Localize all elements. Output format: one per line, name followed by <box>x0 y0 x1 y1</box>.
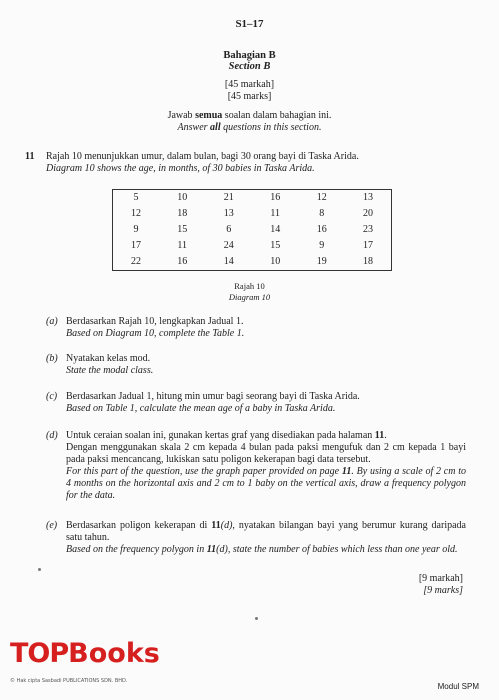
part-c-text <box>66 391 466 415</box>
table-cell: 23 <box>363 224 373 235</box>
instruction-bm-bold: semua <box>195 110 223 121</box>
page-code: S1–17 <box>235 18 264 30</box>
table-cell: 10 <box>270 256 281 267</box>
table-cell: 19 <box>316 256 327 267</box>
part-d-bm1 <box>66 430 466 442</box>
section-marks-en-text: [45 marks] <box>227 91 272 102</box>
part-e-bm <box>66 520 466 544</box>
question-number: 11 <box>25 151 35 162</box>
table-cell: 15 <box>270 240 281 251</box>
part-e-bm-mid: (d) <box>220 520 233 531</box>
instruction-bm <box>0 110 499 121</box>
part-a-label: (a) <box>46 316 58 327</box>
table-cell: 14 <box>270 224 281 235</box>
section-title-en: Section B <box>228 61 271 72</box>
instruction-en-bold: all <box>210 122 221 133</box>
logo-books-text: Books <box>68 638 160 669</box>
table-cell: 9 <box>319 240 325 251</box>
table-cell: 14 <box>223 256 234 267</box>
instruction-bm-post: soalan dalam bahagian ini. <box>222 110 332 121</box>
part-b-text <box>66 353 466 377</box>
table-cell: 8 <box>319 208 325 219</box>
diagram-caption-bm: Rajah 10 <box>234 281 265 291</box>
table-cell: 10 <box>177 192 188 203</box>
table-row <box>113 222 392 238</box>
part-c-en: Based on Table 1, calculate the mean age of a baby in Taska Arida. <box>66 403 336 414</box>
part-d-en <box>66 466 466 502</box>
part-b-bm: Nyatakan kelas mod. <box>66 353 151 364</box>
table-cell: 15 <box>177 224 188 235</box>
table-cell: 13 <box>363 192 373 203</box>
question-intro-bm: Rajah 10 menunjukkan umur, dalam bulan, bagi 30 orang bayi di Taska Arida. <box>46 151 359 162</box>
part-d-bm1-pre: Untuk ceraian soalan ini, gunakan kertas graf yang disediakan pada halaman <box>66 430 375 441</box>
part-d-bm1-post: . <box>384 430 387 441</box>
table-cell: 18 <box>177 208 188 219</box>
table-cell: 24 <box>223 240 234 251</box>
part-e-en-pre: Based on the frequency polygon in <box>66 544 207 555</box>
table-cell: 17 <box>363 240 373 251</box>
part-d-text <box>66 430 466 502</box>
question-intro-en: Diagram 10 shows the age, in months, of 30 babies in Taska Arida. <box>46 163 315 174</box>
part-c-label: (c) <box>46 391 58 402</box>
topbooks-logo <box>10 638 170 672</box>
table-row <box>113 190 392 207</box>
copyright-line: © Hak cipta Sasbadi PUBLICATIONS SDN. BHD. <box>10 678 128 684</box>
part-e-en-mid: (d) <box>216 544 228 555</box>
part-d-en-bold: 11 <box>341 466 352 477</box>
table-row <box>113 238 392 254</box>
table-cell: 17 <box>131 240 141 251</box>
part-d-en-post: . By using a scale of 2 cm to 4 months on the horizontal axis and 2 cm to 1 baby on the vertical axis, draw a frequency polygon for the data. <box>66 466 467 501</box>
scan-speck <box>38 568 41 571</box>
part-e-en <box>66 544 466 556</box>
part-e-label: (e) <box>46 520 58 531</box>
instruction-en <box>0 122 499 133</box>
table-cell: 12 <box>316 192 327 203</box>
table-row <box>113 254 392 271</box>
part-a-bm: Berdasarkan Rajah 10, lengkapkan Jadual 1. <box>66 316 244 327</box>
part-e-bm-bold: 11 <box>211 520 221 531</box>
instruction-en-post: questions in this section. <box>220 122 322 133</box>
table-cell: 6 <box>226 224 232 235</box>
table-cell: 16 <box>177 256 188 267</box>
section-marks-en <box>0 91 499 102</box>
table-cell: 5 <box>133 192 139 203</box>
part-b-en: State the modal class. <box>66 365 154 376</box>
table-cell: 11 <box>270 208 281 219</box>
table-cell: 9 <box>133 224 139 235</box>
table-cell: 20 <box>363 208 373 219</box>
table-row <box>113 206 392 222</box>
part-a-text <box>66 316 466 340</box>
scan-speck <box>255 617 258 620</box>
part-e-en-bold: 11 <box>206 544 217 555</box>
table-cell: 13 <box>223 208 234 219</box>
logo-top-text: TOP <box>10 638 69 669</box>
part-d-label: (d) <box>46 430 58 441</box>
part-e-text <box>66 520 466 556</box>
part-d-bm1-bold: 11 <box>374 430 385 441</box>
part-e-en-post: , state the number of babies which less than one year old. <box>227 544 458 555</box>
total-marks-en: [9 marks] <box>423 585 463 596</box>
table-cell: 21 <box>223 192 234 203</box>
part-a-en: Based on Diagram 10, complete the Table 1. <box>66 328 245 339</box>
part-c-bm: Berdasarkan Jadual 1, hitung min umur bagi seorang bayi di Taska Arida. <box>66 391 360 402</box>
part-e-bm-post: , nyatakan bilangan bayi yang berumur kurang daripada satu tahun. <box>66 520 466 543</box>
diagram-caption-en: Diagram 10 <box>228 292 271 302</box>
section-marks-bm-text: [45 markah] <box>224 79 275 90</box>
table-cell: 22 <box>131 256 141 267</box>
table-cell: 16 <box>316 224 327 235</box>
section-marks-bm <box>0 79 499 90</box>
footer-label: Modul SPM <box>437 682 479 691</box>
part-b-label: (b) <box>46 353 58 364</box>
part-d-bm2: Dengan menggunakan skala 2 cm kepada 4 bulan pada paksi mengufuk dan 2 cm kepada 1 bayi pada paksi mencancang, lukiskan satu poligon kekerapan bagi data tersebut. <box>66 442 466 465</box>
age-data-table <box>112 189 392 271</box>
total-marks-bm: [9 markah] <box>418 573 463 584</box>
table-cell: 12 <box>131 208 141 219</box>
instruction-en-pre: Answer <box>177 122 211 133</box>
part-d-en-pre: For this part of the question, use the graph paper provided on page <box>66 466 342 477</box>
table-cell: 11 <box>177 240 188 251</box>
table-cell: 18 <box>363 256 373 267</box>
part-e-bm-pre: Berdasarkan poligon kekerapan di <box>66 520 212 531</box>
section-title-bm: Bahagian B <box>223 50 276 61</box>
instruction-bm-pre: Jawab <box>167 110 196 121</box>
table-cell: 16 <box>270 192 281 203</box>
